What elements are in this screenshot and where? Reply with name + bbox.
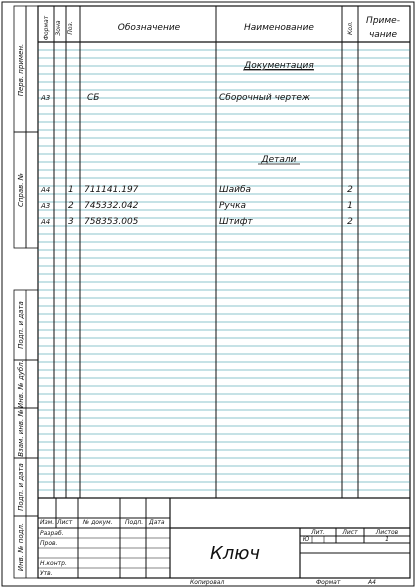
header-note-2: чание <box>368 30 398 40</box>
table-row <box>40 185 353 195</box>
row-qty: 2 <box>347 217 353 227</box>
side-label-inv-dubl: Инв. № дубл. <box>17 360 25 408</box>
row-format: А3 <box>41 94 51 102</box>
row-designation: 711141.197 <box>84 185 139 195</box>
tb-utv: Утв. <box>40 570 53 577</box>
section-documentation: Документация <box>244 61 314 71</box>
tb-sheets: Листов <box>375 529 399 536</box>
side-label-perv-primen: Перв. примен. <box>17 43 25 97</box>
row-name: Сборочный чертеж <box>219 93 311 103</box>
table-row <box>40 217 353 227</box>
tb-izm: Изм. <box>40 519 55 526</box>
side-label-podp-data-2: Подп. и дата <box>17 463 25 511</box>
row-format: А4 <box>41 186 51 194</box>
header-note-1: Приме- <box>366 16 400 26</box>
side-label-podp-data: Подп. и дата <box>17 301 25 349</box>
section-parts: Детали <box>261 155 297 165</box>
row-name: Ручка <box>219 201 247 211</box>
tb-data: Дата <box>149 519 165 526</box>
row-designation: 745332.042 <box>84 201 139 211</box>
header-pos: Поз. <box>67 21 74 35</box>
inner-frame <box>38 6 410 578</box>
header-name: Наименование <box>244 23 314 33</box>
tb-lit: Лит. <box>311 529 325 536</box>
tb-sheets-value: 1 <box>385 536 389 543</box>
row-pos: 2 <box>68 201 74 211</box>
tb-sheet: Лист <box>342 529 358 536</box>
footer-format-value: А4 <box>368 579 376 586</box>
side-label-vzam-inv: Взам. инв. № <box>17 409 25 457</box>
title-block-frame <box>38 498 410 578</box>
tb-doc-no: № докум. <box>83 519 113 526</box>
row-qty: 2 <box>347 185 353 195</box>
side-label-sprav-no: Справ. № <box>17 172 25 208</box>
row-name: Шайба <box>219 185 252 195</box>
row-name: Штифт <box>219 217 253 227</box>
header-format: Формат <box>43 15 50 41</box>
row-pos: 1 <box>68 185 74 195</box>
tb-n-kontr: Н.контр. <box>40 560 67 567</box>
tb-podp: Подп. <box>125 519 144 526</box>
tb-razrab: Разраб. <box>40 530 64 537</box>
document-title: Ключ <box>209 543 261 564</box>
row-designation: СБ <box>87 93 100 103</box>
tb-list: Лист <box>57 519 73 526</box>
footer-copied: Копировал <box>190 579 225 586</box>
row-format: А4 <box>41 218 51 226</box>
side-label-inv-podl: Инв. № подл. <box>17 522 25 572</box>
footer-format-label: Формат <box>316 579 341 586</box>
header-designation: Обозначение <box>117 23 181 33</box>
tb-prov: Пров. <box>40 540 58 547</box>
header-zone: Зона <box>55 20 62 36</box>
row-pos: 3 <box>68 217 74 227</box>
table-row <box>40 201 353 211</box>
row-qty: 1 <box>347 201 353 211</box>
tb-stamp: Ю <box>302 536 310 543</box>
row-format: А3 <box>41 202 51 210</box>
table-grid <box>38 6 410 498</box>
header-qty: Кол. <box>347 21 354 35</box>
row-designation: 758353.005 <box>84 217 139 227</box>
